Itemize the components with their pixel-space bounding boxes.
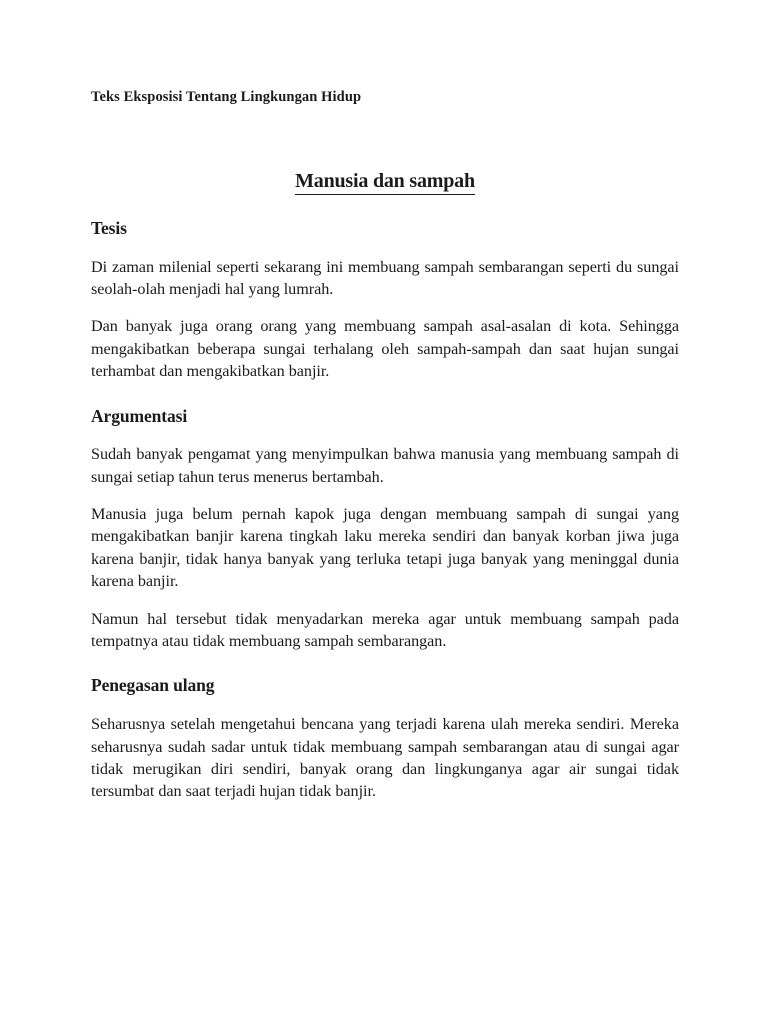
paragraph-argumentasi-2: Manusia juga belum pernah kapok juga dengan membuang sampah di sungai yang mengakibatkan banjir karena tingkah laku mereka sendiri dan banyak korban jiwa juga karena banjir, tidak hanya banyak yang terluka tetapi juga banyak yang meninggal dunia karena banjir. bbox=[91, 505, 679, 591]
paragraph-argumentasi-3: Namun hal tersebut tidak menyadarkan mereka agar untuk membuang sampah pada tempatnya atau tidak membuang sampah sembarangan. bbox=[91, 609, 679, 650]
document-title-text: Manusia dan sampah bbox=[295, 169, 475, 195]
paragraph-tesis-2: Dan banyak juga orang orang yang membuang sampah asal-asalan di kota. Sehingga mengakibatkan beberapa sungai terhalang oleh sampah-sampah dan saat hujan sungai terhambat dan mengakibatkan banjir. bbox=[91, 317, 679, 381]
section-heading-tesis: Tesis bbox=[91, 217, 127, 238]
document-body bbox=[91, 88, 679, 803]
paragraph-argumentasi-1: Sudah banyak pengamat yang menyimpulkan bahwa manusia yang membuang sampah di sungai setiap tahun terus menerus bertambah. bbox=[91, 445, 679, 486]
document-title bbox=[91, 169, 679, 195]
section-heading-argumentasi: Argumentasi bbox=[91, 405, 188, 426]
section-heading-penegasan-ulang: Penegasan ulang bbox=[91, 675, 215, 696]
paragraph-tesis-1: Di zaman milenial seperti sekarang ini membuang sampah sembarangan seperti du sungai seolah-olah menjadi hal yang lumrah. bbox=[91, 257, 679, 299]
document-header: Teks Eksposisi Tentang Lingkungan Hidup bbox=[91, 89, 362, 105]
paragraph-penegasan-1: Seharusnya setelah mengetahui bencana yang terjadi karena ulah mereka sendiri. Mereka seharusnya sudah sadar untuk tidak membuang sampah sembarangan atau di sungai agar tidak merugikan diri sendiri, banyak orang dan lingkunganya agar air sungai tidak tersumbat dan saat terjadi hujan tidak banjir. bbox=[91, 715, 679, 801]
